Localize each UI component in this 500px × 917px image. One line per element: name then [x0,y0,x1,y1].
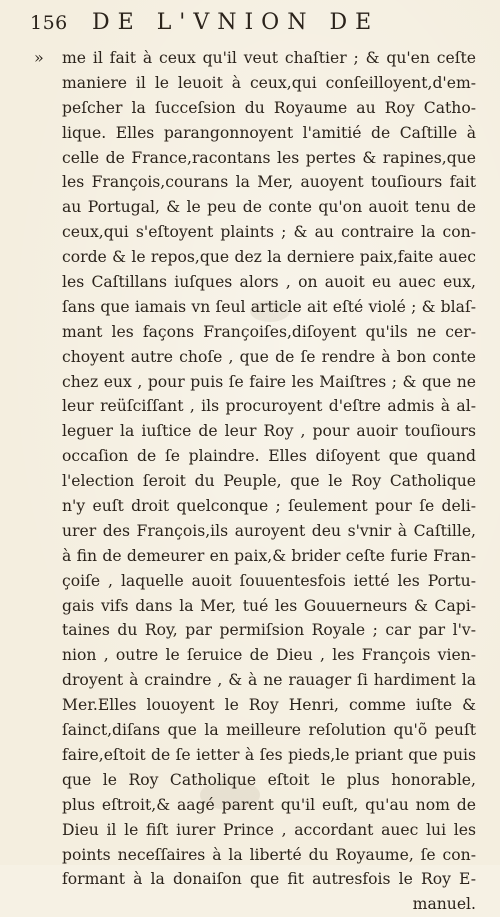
text-line: l'election ſeroit du Peuple, que le Roy Catholique [62,472,476,491]
text-line: taines du Roy, par permiſsion Royale ; car par l'v- [62,621,476,640]
text-line: occaſion de ſe plaindre. Elles diſoyent que quand [62,447,476,466]
margin-quote-mark: » [34,48,44,67]
running-head: DE L'VNION DE [92,10,380,35]
text-line: au Portugal, & le peu de conte qu'on auoit tenu de [62,198,476,217]
text-line: corde & le repos,que dez la derniere paix,faite auec [62,248,476,267]
text-line: points neceſſaires à la liberté du Royaume, ſe con- [62,845,476,864]
text-line: droyent à craindre , & à ne rauager ſi hardiment la [62,671,476,690]
text-line: maniere il le leuoit à ceux,qui conſeilloyent,d'em- [62,73,476,92]
text-line: ſans que iamais vn ſeul article ait eſté violé ; & blaſ- [62,297,476,316]
text-line: mant les façons Françoiſes,diſoyent qu'ils ne cer- [62,322,476,341]
text-line: Mer.Elles louoyent le Roy Henri, comme iuſte & [62,696,476,715]
text-line: urer des François,ils auroyent deu s'vnir à Caſtille, [62,521,476,540]
text-line: ceux,qui s'eſtoyent plaints ; & au contraire la con- [62,223,476,242]
text-line: nion , outre le ſeruice de Dieu , les François vien- [62,646,476,665]
text-line: formant à la donaiſon que fit autresfois le Roy E- [62,870,476,889]
text-line: lique. Elles parangonnoyent l'amitié de Caſtille à [62,123,476,142]
text-line: me il fait à ceux qu'il veut chaſtier ; & qu'en ceſte [62,49,476,67]
text-line: chez eux , pour puis ſe faire les Maiſtres ; & que ne [62,372,476,391]
text-line: leguer la iuſtice de leur Roy , pour auoir touſiours [62,422,476,441]
text-line: ſainct,diſans que la meilleure reſolution qu'õ peuſt [62,721,476,740]
page-header [30,10,480,44]
page-number: 156 [30,12,68,34]
body-text [62,46,476,917]
text-line: faire,eſtoit de ſe ietter à ſes pieds,le priant que puis [62,745,476,764]
text-line: çoiſe , laquelle auoit ſouuentesfois ietté les Portu- [62,571,476,590]
text-line: leur reüſciſſant , ils procuroyent d'eſtre admis à al- [62,397,476,416]
text-line: les Caſtillans iuſques alors , on auoit eu auec eux, [62,273,476,292]
text-line: choyent autre choſe , que de ſe rendre à bon conte [62,347,476,366]
text-line: peſcher la ſucceſsion du Royaume au Roy Catho- [62,98,476,117]
text-line: à fin de demeurer en paix,& brider ceſte furie Fran- [62,546,476,565]
text-line: plus eſtroit,& aagé parent qu'il euſt, qu'au nom de [62,795,476,814]
text-line: les François,courans la Mer, auoyent touſiours fait [62,173,476,192]
text-line-last: manuel. [412,895,476,914]
text-line: gais vifs dans la Mer, tué les Gouuerneurs & Capi- [62,596,476,615]
text-line: Dieu il le fiſt iurer Prince , accordant auec lui les [62,820,476,839]
text-line: que le Roy Catholique eſtoit le plus honorable, [62,770,476,789]
text-line: n'y euſt droit quelconque ; ſeulement pour ſe deli- [62,497,476,516]
text-line: celle de France,racontans les pertes & rapines,que [62,148,476,167]
